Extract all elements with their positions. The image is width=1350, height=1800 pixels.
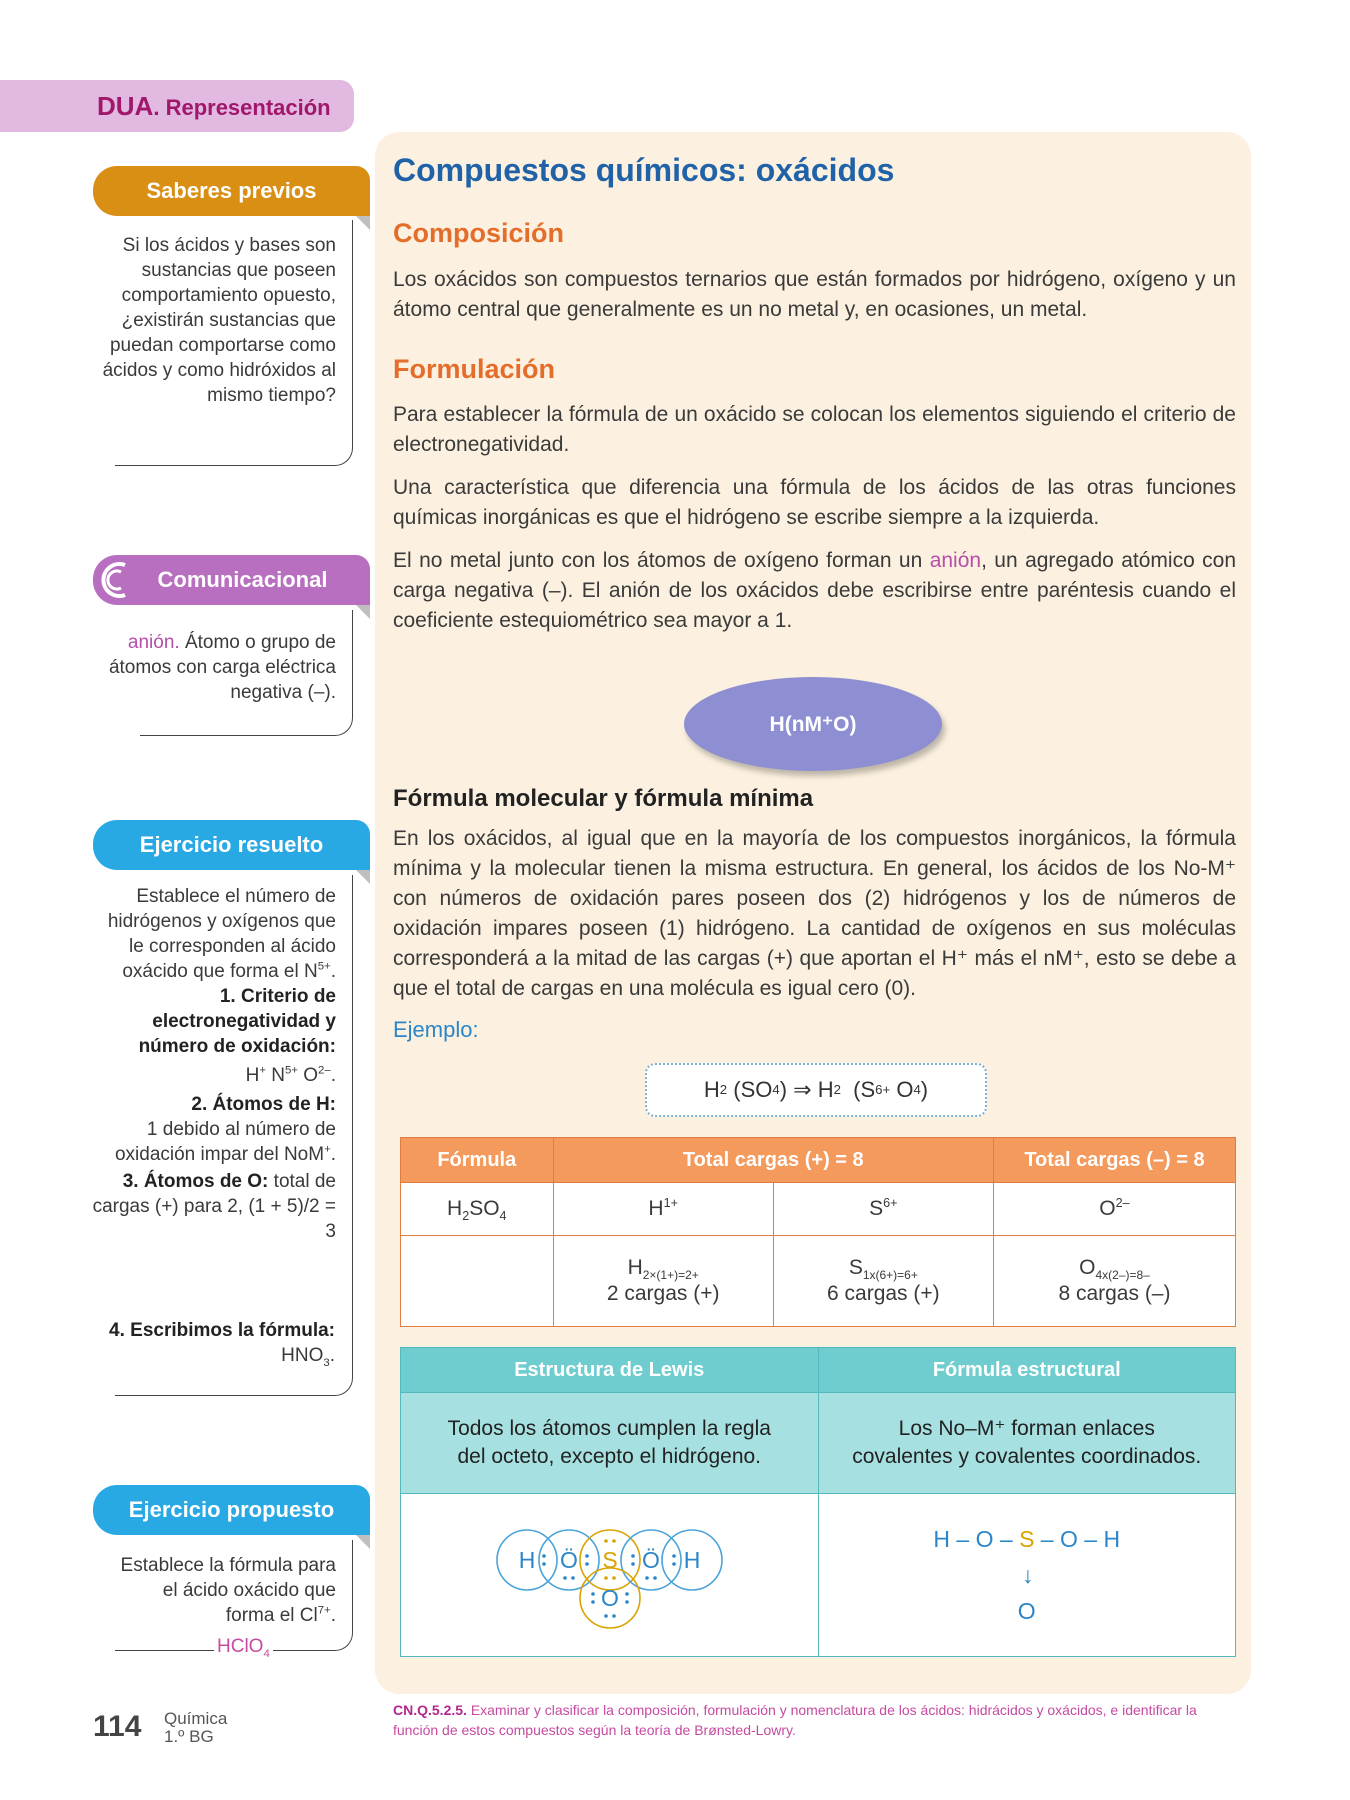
resuelto-step4: 4. Escribimos la fórmula: $HNO_3$. <box>109 1320 335 1369</box>
table-cell: $S_{1x(6+)=6+}$ 6 cargas (+) <box>773 1236 993 1327</box>
svg-text:Ö: Ö <box>560 1547 579 1573</box>
subject-label: Química 1.º BG <box>164 1709 228 1746</box>
composicion-heading: Composición <box>393 218 565 248</box>
page-title: Compuestos químicos: oxácidos <box>393 152 895 188</box>
saberes-text: Si los ácidos y bases son sustancias que poseen comportamiento opuesto, ¿existirán sustancias que puedan comportarse como ácidos y como hidróxidos al mismo tiempo? <box>102 235 336 406</box>
fm-heading: Fórmula molecular y fórmula mínima <box>393 785 814 812</box>
formulacion-heading: Formulación <box>393 354 556 384</box>
table-cell: $S^{6+}$ <box>773 1183 993 1236</box>
fm-text: En los oxácidos, al igual que en la mayoría de los compuestos inorgánicos, la fórmula mínima y la molecular tienen la misma estructura. En general, los ácidos de los No-M⁺ con números de oxidación pares poseen dos (2) hidrógenos y los de números de oxidación impares poseen (1) hidrógeno. La cantidad de oxígenos en sus moléculas corresponderá a la mitad de las cargas (+) que aportan el H⁺ más el nM⁺, esto se debe a que el total de cargas en una molécula es igual cero (0). <box>393 827 1236 1000</box>
table-cell: $H_{2\times(1+)=2+}$ 2 cargas (+) <box>553 1236 773 1327</box>
example-equation: H 2 (SO 4 ) ⇒ H 2 (S 6+ O 4 ) <box>645 1063 987 1117</box>
c-logo-icon <box>91 557 137 603</box>
resuelto-text: Establece el número de hidrógenos y oxígenos que le corresponden al ácido oxácido que forma el $N^{5+}$. 1. Criterio de electronegatividad y número de oxidación: H+ $N^{5+}$ $O^{2-}$. 2. Átomos de H: 1 debido al número de oxidación impar del NoM+. 3. Átomos de O: total de cargas (+) para 2, (1 + 5)/2 = 3 <box>92 886 336 1242</box>
curriculum-code: CN.Q.5.2.5. Examinar y clasificar la composición, formulación y nomenclatura de los ácidos: hidrácidos y oxácidos, e identificar la función de estos compuestos según la teoría de Brønsted-Lowry. <box>393 1702 1197 1738</box>
structural-formula-cell <box>818 1494 1236 1657</box>
page-number: 114 <box>93 1710 142 1743</box>
dua-rest: . Representación <box>153 95 331 120</box>
anion-formula-oval: H(nM⁺O) <box>684 677 942 771</box>
formulacion-p1: Para establecer la fórmula de un oxácido se colocan los elementos siguiendo el criterio de electronegatividad. <box>393 403 1236 456</box>
ejercicio-resuelto-tag: Ejercicio resuelto <box>93 820 370 870</box>
table-cell <box>401 1236 554 1327</box>
col-pos: Total cargas (+) = 8 <box>553 1138 993 1183</box>
propuesto-text: Establece la fórmula para el ácido oxácido que forma el $Cl^{7+}$. <box>120 1555 336 1626</box>
col-formula: Fórmula <box>401 1138 554 1183</box>
table-cell: $O_{4x(2-)=8-}$ 8 cargas (–) <box>993 1236 1235 1327</box>
table-cell: $H^{1+}$ <box>553 1183 773 1236</box>
col-lewis: Estructura de Lewis <box>401 1348 819 1393</box>
dua-banner <box>0 80 354 132</box>
lewis-structure-diagram <box>489 1520 729 1630</box>
table-cell: Todos los átomos cumplen la regla del octeto, excepto el hidrógeno. <box>401 1393 819 1494</box>
comunicacional-text: anión. Átomo o grupo de átomos con carga eléctrica negativa (–). <box>108 632 336 703</box>
svg-text:S: S <box>602 1547 618 1573</box>
svg-text:H: H <box>518 1547 536 1573</box>
table-cell: $O^{2-}$ <box>993 1183 1235 1236</box>
col-structural: Fórmula estructural <box>818 1348 1236 1393</box>
dua-bold: DUA <box>97 91 154 121</box>
svg-text:H: H <box>683 1547 701 1573</box>
structure-table <box>400 1347 1236 1657</box>
ejemplo-label: Ejemplo: <box>393 1017 479 1042</box>
table-cell: Los No–M⁺ forman enlaces covalentes y covalentes coordinados. <box>818 1393 1236 1494</box>
structural-formula: H – O – S – O – H ↓ O <box>933 1526 1121 1624</box>
comunicacional-tag: Comunicacional <box>93 555 370 605</box>
propuesto-answer: HClO$_4$ <box>214 1636 273 1658</box>
col-neg: Total cargas (–) = 8 <box>993 1138 1235 1183</box>
saberes-previos-tag: Saberes previos <box>93 166 370 216</box>
charges-table <box>400 1137 1236 1327</box>
svg-text:Ö: Ö <box>642 1547 661 1573</box>
formulacion-p2: Una característica que diferencia una fórmula de los ácidos de las otras funciones químicas inorgánicas es que el hidrógeno se escribe siempre a la izquierda. <box>393 476 1236 529</box>
lewis-structure-cell <box>401 1494 819 1657</box>
table-cell: $H_2SO_4$ <box>401 1183 554 1236</box>
formulacion-p3: El no metal junto con los átomos de oxígeno forman un anión, un agregado atómico con carga negativa (–). El anión de los oxácidos debe escribirse entre paréntesis cuando el coeficiente estequiométrico sea mayor a 1. <box>393 549 1236 632</box>
composicion-text: Los oxácidos son compuestos ternarios que están formados por hidrógeno, oxígeno y un átomo central que generalmente es un no metal y, en ocasiones, un metal. <box>393 268 1236 321</box>
svg-text:O: O <box>601 1585 620 1611</box>
ejercicio-propuesto-tag: Ejercicio propuesto <box>93 1485 370 1535</box>
